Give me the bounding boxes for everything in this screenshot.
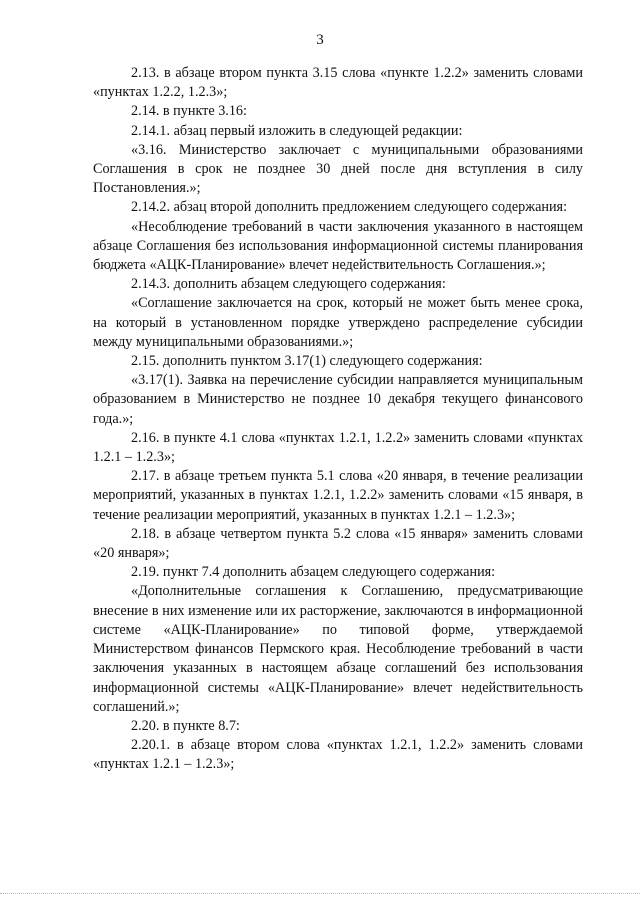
paragraph: 2.15. дополнить пунктом 3.17(1) следующего содержания: (131, 353, 483, 370)
paragraph: 2.14. в пункте 3.16: (131, 103, 247, 120)
page-number: 3 (316, 32, 324, 48)
paragraph: 2.13. в абзаце втором пункта 3.15 слова «пункте 1.2.2» заменить словами «пунктах 1.2.2, 1.2.3»; (93, 65, 583, 101)
paragraph: 2.19. пункт 7.4 дополнить абзацем следующего содержания: (131, 564, 496, 581)
paragraph: 2.14.3. дополнить абзацем следующего содержания: (131, 276, 446, 293)
paragraph: «Соглашение заключается на срок, который не может быть менее срока, на который в установленном порядке утверждено распределение субсидии между муниципальными образованиями.»; (93, 295, 583, 350)
paragraph: «3.17(1). Заявка на перечисление субсидии направляется муниципальным образованием в Министерство не позднее 10 декабря текущего финансового года.»; (93, 372, 583, 427)
paragraph: 2.16. в пункте 4.1 слова «пунктах 1.2.1, 1.2.2» заменить словами «пунктах 1.2.1 – 1.2.3»; (93, 429, 583, 466)
paragraph: «3.16. Министерство заключает с муниципальными образованиями Соглашения в срок не позднее 30 дней после дня вступления в силу Постановления.»; (93, 141, 583, 197)
scan-edge-divider (0, 893, 640, 894)
paragraph: 2.17. в абзаце третьем пункта 5.1 слова «20 января, в течение реализации мероприятий, указанных в пунктах 1.2.1, 1.2.2» заменить словами «15 января, в течение реализации мероприятий, указанных в пунктах 1.2.1 – 1.2.3»; (93, 468, 583, 523)
document-body (93, 64, 583, 775)
paragraph: «Дополнительные соглашения к Соглашению, предусматривающие внесение в них изменение или их расторжение, заключаются в информационной системе «АЦК-Планирование» по типовой форме, утверждаемой Министерством финансов Пермского края. Несоблюдение требований в части заключения указанных в настоящем абзаце соглашений без использования информационной системы «АЦК-Планирование» влечет недействительность соглашений.»; (93, 583, 583, 715)
paragraph: 2.14.2. абзац второй дополнить предложением следующего содержания: (131, 199, 568, 216)
paragraph: «Несоблюдение требований в части заключения указанного в настоящем абзаце Соглашения без использования информационной системы планирования бюджета «АЦК-Планирование» влечет недействительность Соглашения.»; (93, 218, 583, 274)
paragraph: 2.20. в пункте 8.7: (131, 717, 240, 734)
paragraph: 2.20.1. в абзаце втором слова «пунктах 1.2.1, 1.2.2» заменить словами «пунктах 1.2.1 – 1.2.3»; (93, 737, 583, 773)
paragraph: 2.18. в абзаце четвертом пункта 5.2 слова «15 января» заменить словами «20 января»; (93, 525, 583, 562)
paragraph: 2.14.1. абзац первый изложить в следующей редакции: (131, 122, 463, 139)
